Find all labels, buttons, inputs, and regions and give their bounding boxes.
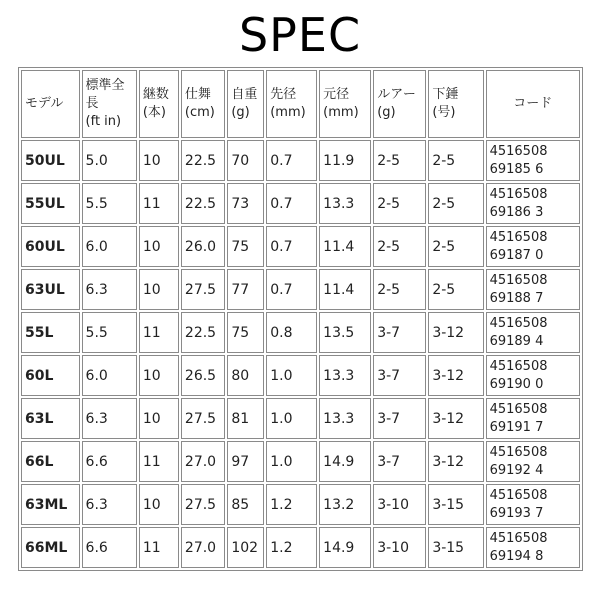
header-sinker-line: (号) — [432, 105, 456, 120]
table-row — [21, 269, 580, 310]
cell-sinker: 3-12 — [428, 355, 483, 396]
cell-code — [486, 355, 580, 396]
cell-weight: 97 — [227, 441, 264, 482]
cell-butt: 13.3 — [319, 183, 371, 224]
header-model-line: モデル — [25, 96, 64, 111]
cell-model: 66L — [21, 441, 80, 482]
cell-lure: 2-5 — [373, 140, 426, 181]
cell-closed: 22.5 — [181, 312, 225, 353]
cell-code — [486, 226, 580, 267]
cell-sinker: 3-12 — [428, 441, 483, 482]
header-butt-line: 元径 — [323, 87, 350, 102]
cell-sections: 10 — [139, 269, 179, 310]
header-model — [21, 70, 80, 138]
cell-model: 55UL — [21, 183, 80, 224]
cell-sinker: 3-12 — [428, 398, 483, 439]
cell-code-line: 69192 4 — [489, 462, 544, 478]
cell-length: 5.5 — [82, 312, 137, 353]
cell-code-line: 4516508 — [489, 530, 548, 546]
cell-lure: 3-10 — [373, 527, 426, 568]
header-code — [486, 70, 580, 138]
header-sections — [139, 70, 179, 138]
cell-code-line: 69186 3 — [489, 204, 544, 220]
header-sections-line: (本) — [142, 105, 166, 120]
cell-sections: 11 — [139, 183, 179, 224]
cell-code-line: 69189 4 — [489, 333, 544, 349]
header-tip — [266, 70, 317, 138]
cell-closed: 27.5 — [181, 269, 225, 310]
cell-weight: 102 — [227, 527, 264, 568]
cell-length: 5.5 — [82, 183, 137, 224]
cell-code-line: 69193 7 — [489, 505, 544, 521]
cell-length: 6.6 — [82, 527, 137, 568]
cell-lure: 2-5 — [373, 226, 426, 267]
cell-code-line: 4516508 — [489, 229, 548, 245]
cell-weight: 73 — [227, 183, 264, 224]
cell-butt: 13.3 — [319, 355, 371, 396]
cell-code-line: 69194 8 — [489, 548, 544, 564]
table-row — [21, 398, 580, 439]
cell-length: 6.6 — [82, 441, 137, 482]
cell-butt: 11.9 — [319, 140, 371, 181]
cell-butt: 11.4 — [319, 226, 371, 267]
cell-length: 6.3 — [82, 398, 137, 439]
cell-lure: 3-10 — [373, 484, 426, 525]
table-row — [21, 312, 580, 353]
cell-tip: 0.7 — [266, 226, 317, 267]
cell-closed: 27.0 — [181, 441, 225, 482]
cell-butt: 14.9 — [319, 441, 371, 482]
cell-length: 6.3 — [82, 269, 137, 310]
cell-tip: 0.7 — [266, 183, 317, 224]
spec-table — [18, 67, 583, 571]
cell-code-line: 4516508 — [489, 444, 548, 460]
cell-butt: 11.4 — [319, 269, 371, 310]
cell-tip: 1.2 — [266, 527, 317, 568]
table-row — [21, 183, 580, 224]
cell-sections: 10 — [139, 140, 179, 181]
header-sinker — [428, 70, 483, 138]
cell-weight: 85 — [227, 484, 264, 525]
cell-model: 60L — [21, 355, 80, 396]
cell-weight: 77 — [227, 269, 264, 310]
cell-code — [486, 484, 580, 525]
header-butt-line: (mm) — [323, 105, 359, 120]
cell-sections: 11 — [139, 527, 179, 568]
cell-code-line: 4516508 — [489, 272, 548, 288]
table-row — [21, 140, 580, 181]
table-row — [21, 226, 580, 267]
header-weight-line: 自重 — [231, 87, 258, 102]
header-weight — [227, 70, 264, 138]
cell-weight: 75 — [227, 312, 264, 353]
cell-model: 55L — [21, 312, 80, 353]
header-closed-line: 仕舞 — [184, 87, 211, 102]
cell-sections: 10 — [139, 226, 179, 267]
cell-code-line: 4516508 — [489, 143, 548, 159]
cell-sinker: 2-5 — [428, 269, 483, 310]
cell-sinker: 2-5 — [428, 183, 483, 224]
cell-sections: 11 — [139, 312, 179, 353]
page-title: SPEC — [238, 8, 362, 62]
cell-model: 60UL — [21, 226, 80, 267]
cell-model: 63UL — [21, 269, 80, 310]
cell-lure: 2-5 — [373, 183, 426, 224]
cell-code — [486, 183, 580, 224]
header-length-line: 長 — [85, 96, 99, 111]
cell-sections: 10 — [139, 398, 179, 439]
cell-tip: 0.8 — [266, 312, 317, 353]
cell-butt: 13.3 — [319, 398, 371, 439]
cell-code-line: 69185 6 — [489, 161, 544, 177]
cell-sections: 10 — [139, 355, 179, 396]
header-code-line: コード — [513, 96, 553, 111]
cell-sinker: 3-15 — [428, 527, 483, 568]
cell-length: 6.3 — [82, 484, 137, 525]
cell-tip: 1.0 — [266, 441, 317, 482]
cell-weight: 75 — [227, 226, 264, 267]
cell-lure: 3-7 — [373, 441, 426, 482]
cell-code — [486, 527, 580, 568]
cell-sections: 10 — [139, 484, 179, 525]
cell-code — [486, 140, 580, 181]
header-butt — [319, 70, 371, 138]
cell-code-line: 4516508 — [489, 487, 548, 503]
table-row — [21, 355, 580, 396]
cell-weight: 80 — [227, 355, 264, 396]
cell-model: 50UL — [21, 140, 80, 181]
cell-lure: 3-7 — [373, 312, 426, 353]
cell-sinker: 3-15 — [428, 484, 483, 525]
cell-lure: 3-7 — [373, 355, 426, 396]
cell-closed: 26.5 — [181, 355, 225, 396]
cell-closed: 27.5 — [181, 484, 225, 525]
cell-closed: 26.0 — [181, 226, 225, 267]
header-weight-line: (g) — [231, 105, 250, 120]
table-row — [21, 441, 580, 482]
cell-code-line: 4516508 — [489, 401, 548, 417]
spec-body — [21, 140, 580, 568]
header-closed-line: (cm) — [184, 105, 215, 120]
header-sections-line: 継数 — [142, 87, 169, 102]
cell-tip: 1.0 — [266, 398, 317, 439]
header-tip-line: (mm) — [270, 105, 306, 120]
cell-sinker: 2-5 — [428, 140, 483, 181]
header-closed — [181, 70, 225, 138]
cell-tip: 0.7 — [266, 140, 317, 181]
cell-lure: 2-5 — [373, 269, 426, 310]
cell-closed: 22.5 — [181, 140, 225, 181]
table-row — [21, 527, 580, 568]
cell-closed: 27.5 — [181, 398, 225, 439]
cell-code-line: 4516508 — [489, 315, 548, 331]
cell-length: 6.0 — [82, 355, 137, 396]
header-row — [21, 70, 580, 138]
cell-code — [486, 312, 580, 353]
cell-code — [486, 269, 580, 310]
cell-lure: 3-7 — [373, 398, 426, 439]
cell-model: 63L — [21, 398, 80, 439]
header-lure-line: (g) — [377, 105, 396, 120]
header-sinker-line: 下錘 — [432, 87, 459, 102]
cell-weight: 81 — [227, 398, 264, 439]
header-lure — [373, 70, 426, 138]
cell-code-line: 4516508 — [489, 358, 548, 374]
cell-butt: 14.9 — [319, 527, 371, 568]
cell-model: 63ML — [21, 484, 80, 525]
cell-weight: 70 — [227, 140, 264, 181]
cell-length: 5.0 — [82, 140, 137, 181]
cell-butt: 13.5 — [319, 312, 371, 353]
cell-closed: 27.0 — [181, 527, 225, 568]
cell-length: 6.0 — [82, 226, 137, 267]
cell-butt: 13.2 — [319, 484, 371, 525]
header-length — [82, 70, 137, 138]
cell-code-line: 4516508 — [489, 186, 548, 202]
header-lure-line: ルアー — [377, 87, 416, 102]
cell-sections: 11 — [139, 441, 179, 482]
table-row — [21, 484, 580, 525]
header-length-line: 標準全 — [85, 78, 125, 93]
cell-code-line: 69187 0 — [489, 247, 544, 263]
header-length-line: (ft in) — [85, 114, 122, 129]
cell-code — [486, 441, 580, 482]
cell-tip: 0.7 — [266, 269, 317, 310]
cell-code-line: 69190 0 — [489, 376, 544, 392]
cell-closed: 22.5 — [181, 183, 225, 224]
cell-sinker: 2-5 — [428, 226, 483, 267]
cell-tip: 1.2 — [266, 484, 317, 525]
cell-code-line: 69191 7 — [489, 419, 544, 435]
cell-sinker: 3-12 — [428, 312, 483, 353]
header-tip-line: 先径 — [270, 87, 297, 102]
cell-code-line: 69188 7 — [489, 290, 544, 306]
cell-tip: 1.0 — [266, 355, 317, 396]
cell-model: 66ML — [21, 527, 80, 568]
cell-code — [486, 398, 580, 439]
